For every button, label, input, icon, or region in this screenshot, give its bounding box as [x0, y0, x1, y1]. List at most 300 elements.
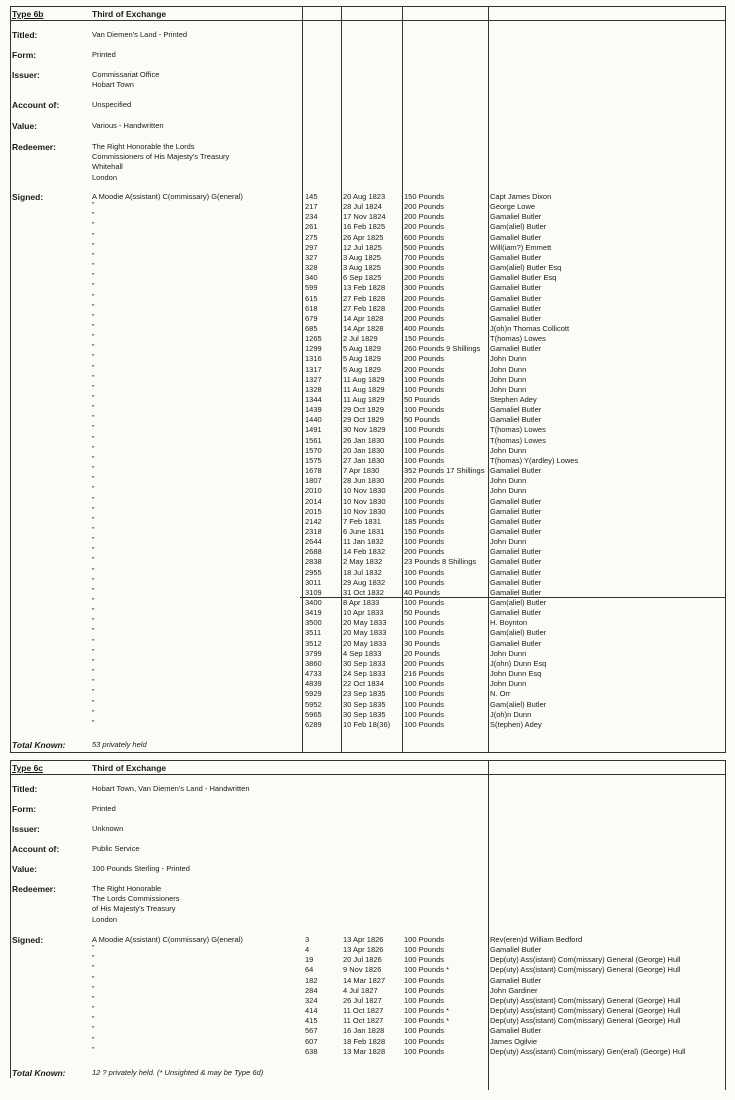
bill-amount: 30 Pounds: [404, 638, 440, 648]
payee-name: Gamaliel Butler: [490, 496, 542, 506]
bill-amount: 100 Pounds: [404, 709, 445, 719]
ditto-mark: ": [92, 567, 95, 575]
ditto-mark: ": [92, 425, 95, 433]
bill-date: 7 Apr 1830: [343, 466, 380, 476]
payee-name: John Dunn: [490, 384, 527, 394]
bill-amount: 100 Pounds: [404, 425, 445, 435]
bill-amount: 300 Pounds: [404, 263, 445, 273]
payee-name: Gamaliel Butler: [490, 506, 542, 516]
ditto-mark: ": [92, 344, 95, 352]
bill-amount: 100 Pounds: [404, 689, 445, 699]
bill-date: 20 May 1833: [343, 628, 387, 638]
bill-number: 19: [305, 955, 314, 965]
ditto-mark: ": [92, 242, 95, 250]
field-label: Account of:: [12, 100, 60, 110]
payee-name: Gamaliel Butler: [490, 608, 542, 618]
payee-name: Gamaliel Butler: [490, 303, 542, 313]
bill-date: 11 Jan 1832: [343, 537, 384, 547]
payee-name: Gamaliel Butler: [490, 975, 542, 985]
bill-date: 10 Nov 1830: [343, 486, 386, 496]
payee-name: John Dunn: [490, 364, 527, 374]
bill-date: 28 Jun 1830: [343, 476, 385, 486]
bill-date: 7 Feb 1831: [343, 516, 381, 526]
payee-name: Dep(uty) Ass(istant) Com(missary) Gen(eral) (George) Hull: [490, 1046, 686, 1056]
ditto-mark: ": [92, 273, 95, 281]
bill-number: 3400: [305, 598, 322, 607]
bill-number: 567: [305, 1026, 318, 1036]
bill-amount: 50 Pounds: [404, 608, 440, 618]
ditto-mark: ": [92, 965, 95, 973]
bill-number: 217: [305, 202, 318, 212]
bill-date: 20 May 1833: [343, 638, 387, 648]
bill-number: 234: [305, 212, 318, 222]
ditto-mark: ": [92, 445, 95, 453]
bill-number: 4733: [305, 669, 322, 679]
bill-number: 3512: [305, 638, 322, 648]
bill-amount: 100 Pounds: [404, 405, 445, 415]
bill-amount: 100 Pounds: [404, 577, 445, 587]
payee-name: Dep(uty) Ass(istant) Com(missary) General (George) Hull: [490, 965, 681, 975]
bill-number: 182: [305, 975, 318, 985]
bill-number: 607: [305, 1036, 318, 1046]
payee-name: T(homas) Lowes: [490, 425, 546, 435]
bill-amount: 400 Pounds: [404, 323, 445, 333]
bill-number: 1561: [305, 435, 322, 445]
bill-date: 29 Aug 1832: [343, 577, 386, 587]
field-label: Value:: [12, 864, 38, 874]
field-value: The Right Honorable The Lords Commissioners of His Majesty's Treasury London: [92, 884, 180, 924]
bill-number: 2010: [305, 486, 322, 496]
bill-number: 1440: [305, 415, 322, 425]
bill-amount: 200 Pounds: [404, 273, 445, 283]
ditto-mark: ": [92, 466, 95, 474]
ditto-mark: ": [92, 415, 95, 423]
bill-amount: 200 Pounds: [404, 476, 445, 486]
ditto-mark: ": [92, 395, 95, 402]
bill-number: 1439: [305, 405, 322, 415]
bill-number: 2318: [305, 526, 322, 536]
ditto-mark: ": [92, 679, 95, 687]
bill-amount: 100 Pounds: [404, 679, 445, 689]
payee-name: Gamaliel Butler: [490, 252, 542, 262]
bill-amount: 200 Pounds: [404, 293, 445, 303]
bill-date: 12 Jul 1825: [343, 242, 382, 252]
ditto-mark: ": [92, 709, 95, 717]
field-label: Value:: [12, 121, 38, 131]
field-value: 100 Pounds Sterling - Printed: [92, 864, 190, 873]
bill-date: 6 Sep 1825: [343, 273, 382, 283]
ditto-mark: ": [92, 202, 95, 210]
bill-number: 3511: [305, 628, 322, 638]
bill-number: 1570: [305, 445, 322, 455]
bill-date: 26 Jul 1827: [343, 995, 382, 1005]
ditto-mark: ": [92, 537, 95, 545]
bill-amount: 260 Pounds 9 Shillings: [404, 344, 481, 354]
payee-name: John Dunn: [490, 679, 527, 689]
bill-amount: 200 Pounds: [404, 212, 445, 222]
payee-name: John Dunn: [490, 445, 527, 455]
bill-number: 340: [305, 273, 318, 283]
payee-name: Gamaliel Butler: [490, 212, 542, 222]
payee-name: Gamaliel Butler: [490, 638, 542, 648]
payee-name: Gamaliel Butler: [490, 567, 542, 577]
bill-date: 11 Aug 1829: [343, 395, 385, 404]
bill-amount: 185 Pounds: [404, 516, 445, 526]
payee-name: Rev(eren)d William Bedford: [490, 935, 583, 944]
payee-name: John Dunn: [490, 476, 527, 486]
payee-name: Dep(uty) Ass(istant) Com(missary) General (George) Hull: [490, 1016, 681, 1026]
bill-number: 3109: [305, 587, 322, 597]
bill-amount: 600 Pounds: [404, 232, 445, 242]
bill-number: 638: [305, 1046, 318, 1056]
payee-name: Stephen Adey: [490, 395, 537, 404]
payee-name: Gamaliel Butler: [490, 577, 542, 587]
ditto-mark: ": [92, 557, 95, 565]
field-label: Form:: [12, 50, 37, 60]
bill-number: 3011: [305, 577, 322, 587]
field-value: Public Service: [92, 844, 140, 853]
field-value: Printed: [92, 804, 116, 813]
total-known-label: Total Known:: [12, 740, 66, 750]
bill-amount: 200 Pounds: [404, 354, 445, 364]
bill-amount: 100 Pounds: [404, 935, 445, 944]
ditto-mark: ": [92, 283, 95, 291]
bill-number: 1807: [305, 476, 322, 486]
bill-date: 5 Aug 1829: [343, 364, 381, 374]
signed-label: Signed:: [12, 935, 44, 945]
bill-date: 20 Aug 1823: [343, 192, 386, 201]
ditto-mark: ": [92, 476, 95, 484]
ditto-mark: ": [92, 995, 95, 1003]
bill-date: 29 Oct 1829: [343, 405, 384, 415]
payee-name: Gamaliel Butler: [490, 516, 542, 526]
bill-amount: 23 Pounds 8 Shillings: [404, 557, 477, 567]
payee-name: Gamaliel Butler: [490, 557, 542, 567]
bill-number: 284: [305, 985, 318, 995]
field-label: Redeemer:: [12, 142, 56, 152]
bill-date: 11 Oct 1827: [343, 1006, 384, 1016]
bill-amount: 150 Pounds: [404, 526, 445, 536]
ditto-mark: ": [92, 628, 95, 636]
bill-amount: 200 Pounds: [404, 313, 445, 323]
bill-number: 327: [305, 252, 318, 262]
bill-amount: 700 Pounds: [404, 252, 445, 262]
bill-number: 6289: [305, 719, 322, 729]
field-label: Form:: [12, 804, 37, 814]
bill-amount: 100 Pounds: [404, 719, 445, 729]
bill-date: 14 Apr 1828: [343, 323, 384, 333]
field-value: Van Diemen's Land - Printed: [92, 30, 188, 39]
ditto-mark: ": [92, 222, 95, 230]
field-label: Issuer:: [12, 70, 40, 80]
bill-amount: 100 Pounds: [404, 1026, 445, 1036]
ditto-mark: ": [92, 638, 95, 646]
payee-name: John Dunn: [490, 648, 527, 658]
signer-value: A Moodie A(ssistant) C(ommissary) G(eneral): [92, 192, 243, 201]
bill-number: 2838: [305, 557, 322, 567]
payee-name: Gamaliel Butler: [490, 587, 542, 597]
ditto-mark: ": [92, 212, 95, 220]
bill-amount: 100 Pounds: [404, 455, 445, 465]
ditto-mark: ": [92, 648, 95, 656]
payee-name: Gam(aliel) Butler: [490, 222, 547, 232]
bill-date: 2 May 1832: [343, 557, 383, 567]
ditto-mark: ": [92, 608, 95, 616]
bill-date: 27 Feb 1828: [343, 293, 386, 303]
bill-date: 10 Nov 1830: [343, 496, 386, 506]
bill-date: 29 Oct 1829: [343, 415, 384, 425]
payee-name: T(homas) Lowes: [490, 435, 546, 445]
bill-date: 22 Oct 1834: [343, 679, 384, 689]
bill-amount: 20 Pounds: [404, 648, 440, 658]
payee-name: John Dunn: [490, 486, 527, 496]
payee-name: Gamaliel Butler: [490, 313, 542, 323]
bill-date: 31 Oct 1832: [343, 587, 384, 597]
bill-number: 2014: [305, 496, 322, 506]
bill-amount: 100 Pounds: [404, 975, 445, 985]
payee-name: T(homas) Lowes: [490, 334, 546, 344]
payee-name: George Lowe: [490, 202, 536, 212]
bill-amount: 100 Pounds: [404, 628, 445, 638]
ditto-mark: ": [92, 506, 95, 514]
bill-amount: 100 Pounds: [404, 496, 445, 506]
bill-date: 13 Apr 1826: [343, 935, 384, 944]
bill-amount: 100 Pounds: [404, 995, 445, 1005]
bill-amount: 100 Pounds *: [404, 1016, 450, 1026]
bill-amount: 100 Pounds: [404, 567, 445, 577]
bill-amount: 200 Pounds: [404, 658, 445, 668]
ditto-mark: ": [92, 955, 95, 963]
bill-number: 679: [305, 313, 318, 323]
payee-name: H. Boynton: [490, 618, 528, 628]
bill-number: 415: [305, 1016, 318, 1026]
bill-number: 599: [305, 283, 318, 293]
bill-date: 8 Apr 1833: [343, 598, 380, 607]
bill-date: 18 Feb 1828: [343, 1036, 386, 1046]
bill-date: 10 Feb 18(36): [343, 719, 391, 729]
payee-name: Gam(aliel) Butler Esq: [490, 263, 562, 273]
bill-date: 30 Nov 1829: [343, 425, 386, 435]
bill-amount: 100 Pounds: [404, 598, 445, 607]
bill-number: 414: [305, 1006, 318, 1016]
field-label: Titled:: [12, 784, 38, 794]
bill-date: 26 Apr 1825: [343, 232, 384, 242]
ditto-mark: ": [92, 405, 95, 413]
bill-amount: 100 Pounds *: [404, 965, 450, 975]
ditto-mark: ": [92, 658, 95, 666]
bill-number: 3860: [305, 658, 322, 668]
field-label: Issuer:: [12, 824, 40, 834]
ditto-mark: ": [92, 699, 95, 707]
bill-amount: 100 Pounds *: [404, 1006, 450, 1016]
payee-name: Gam(aliel) Butler: [490, 598, 547, 607]
bill-date: 10 Nov 1830: [343, 506, 386, 516]
ditto-mark: ": [92, 577, 95, 585]
bill-number: 1491: [305, 425, 322, 435]
bill-date: 30 Sep 1835: [343, 709, 386, 719]
bill-date: 5 Aug 1829: [343, 344, 381, 354]
payee-name: T(homas) Y(ardley) Lowes: [490, 455, 579, 465]
bill-date: 16 Feb 1825: [343, 222, 386, 232]
bill-date: 20 May 1833: [343, 618, 387, 628]
bill-amount: 100 Pounds: [404, 618, 445, 628]
ditto-mark: ": [92, 364, 95, 372]
payee-name: Gamaliel Butler: [490, 415, 542, 425]
payee-name: Will(iam?) Emmett: [490, 242, 552, 252]
bill-amount: 100 Pounds: [404, 1046, 445, 1056]
bill-number: 615: [305, 293, 318, 303]
payee-name: Dep(uty) Ass(istant) Com(missary) General (George) Hull: [490, 995, 681, 1005]
payee-name: Gam(aliel) Butler: [490, 628, 547, 638]
ditto-mark: ": [92, 516, 95, 524]
bill-number: 64: [305, 965, 314, 975]
payee-name: Gamaliel Butler: [490, 945, 542, 955]
payee-name: John Dunn Esq: [490, 669, 542, 679]
section-heading: Third of Exchange: [92, 763, 167, 773]
bill-number: 1299: [305, 344, 322, 354]
field-value: Hobart Town, Van Diemen's Land - Handwritten: [92, 784, 250, 793]
total-known-label: Total Known:: [12, 1068, 66, 1078]
bill-amount: 100 Pounds: [404, 699, 445, 709]
ditto-mark: ": [92, 1016, 95, 1024]
ditto-mark: ": [92, 252, 95, 260]
bill-amount: 300 Pounds: [404, 283, 445, 293]
bill-date: 11 Aug 1829: [343, 384, 385, 394]
payee-name: S(tephen) Adey: [490, 719, 542, 729]
bill-number: 5965: [305, 709, 322, 719]
bill-number: 1328: [305, 384, 322, 394]
bill-date: 27 Jan 1830: [343, 455, 385, 465]
ditto-mark: ": [92, 547, 95, 555]
bill-amount: 100 Pounds: [404, 384, 445, 394]
ditto-mark: ": [92, 455, 95, 463]
bill-amount: 100 Pounds: [404, 1036, 445, 1046]
bill-number: 5929: [305, 689, 322, 699]
ditto-mark: ": [92, 435, 95, 443]
bill-amount: 100 Pounds: [404, 435, 445, 445]
payee-name: Capt James Dixon: [490, 192, 552, 201]
bill-amount: 352 Pounds 17 Shillings: [404, 466, 485, 476]
field-value: The Right Honorable the Lords Commissioners of His Majesty's Treasury Whitehall London: [92, 142, 230, 182]
payee-name: J(ohn) Dunn Esq: [490, 658, 547, 668]
bill-number: 3419: [305, 608, 322, 618]
bill-amount: 100 Pounds: [404, 537, 445, 547]
ditto-mark: ": [92, 313, 95, 321]
bill-date: 20 Jan 1830: [343, 445, 385, 455]
bill-amount: 100 Pounds: [404, 985, 445, 995]
bill-date: 11 Aug 1829: [343, 374, 385, 384]
bill-number: 275: [305, 232, 318, 242]
ditto-mark: ": [92, 1036, 95, 1044]
bill-amount: 50 Pounds: [404, 415, 440, 425]
ditto-mark: ": [92, 1046, 95, 1054]
field-label: Titled:: [12, 30, 38, 40]
payee-name: Gamaliel Butler Esq: [490, 273, 557, 283]
bill-date: 13 Mar 1828: [343, 1046, 386, 1056]
bill-date: 2 Jul 1829: [343, 334, 378, 344]
bill-amount: 150 Pounds: [404, 334, 445, 344]
bill-amount: 50 Pounds: [404, 395, 440, 404]
payee-name: John Gardiner: [490, 985, 538, 995]
payee-name: Dep(uty) Ass(istant) Com(missary) General (George) Hull: [490, 1006, 681, 1016]
field-value: Printed: [92, 50, 116, 59]
bill-amount: 200 Pounds: [404, 486, 445, 496]
field-value: Unspecified: [92, 100, 132, 109]
bill-amount: 100 Pounds: [404, 506, 445, 516]
ditto-mark: ": [92, 486, 95, 494]
payee-name: Gamaliel Butler: [490, 547, 542, 557]
bill-amount: 200 Pounds: [404, 222, 445, 232]
payee-name: Gamaliel Butler: [490, 526, 542, 536]
bill-amount: 100 Pounds: [404, 945, 445, 955]
bill-date: 30 Sep 1833: [343, 658, 386, 668]
bill-number: 3500: [305, 618, 322, 628]
payee-name: John Dunn: [490, 354, 527, 364]
payee-name: Gamaliel Butler: [490, 344, 542, 354]
ditto-mark: ": [92, 1006, 95, 1014]
bill-number: 2142: [305, 516, 322, 526]
bill-amount: 40 Pounds: [404, 587, 440, 597]
bill-number: 1575: [305, 455, 322, 465]
payee-name: Dep(uty) Ass(istant) Com(missary) General (George) Hull: [490, 955, 681, 965]
ditto-mark: ": [92, 526, 95, 534]
ditto-mark: ": [92, 263, 95, 271]
bill-number: 1678: [305, 466, 322, 476]
bill-date: 30 Sep 1835: [343, 699, 386, 709]
ditto-mark: ": [92, 384, 95, 392]
payee-name: Gamaliel Butler: [490, 293, 542, 303]
payee-name: John Dunn: [490, 374, 527, 384]
ditto-mark: ": [92, 618, 95, 626]
bill-date: 26 Jan 1830: [343, 435, 385, 445]
bill-date: 16 Jan 1828: [343, 1026, 385, 1036]
bill-amount: 100 Pounds: [404, 445, 445, 455]
bill-number: 328: [305, 263, 318, 273]
ditto-mark: ": [92, 303, 95, 311]
field-value: Commissariat Office Hobart Town: [92, 70, 160, 90]
bill-date: 3 Aug 1825: [343, 263, 381, 273]
total-known-value: 12 ? privately held. (* Unsighted & may be Type 6d): [92, 1068, 264, 1077]
bill-date: 5 Aug 1829: [343, 354, 381, 364]
bill-number: 1344: [305, 395, 322, 404]
ditto-mark: ": [92, 689, 95, 697]
bill-date: 4 Sep 1833: [343, 648, 382, 658]
bill-date: 24 Sep 1833: [343, 669, 386, 679]
type-label: Type 6c: [12, 763, 44, 773]
bill-number: 261: [305, 222, 318, 232]
bill-number: 1327: [305, 374, 322, 384]
section-heading: Third of Exchange: [92, 9, 167, 19]
bill-date: 9 Nov 1826: [343, 965, 382, 975]
bill-number: 324: [305, 995, 318, 1005]
bill-date: 23 Sep 1835: [343, 689, 386, 699]
ditto-mark: ": [92, 374, 95, 382]
bill-number: 1317: [305, 364, 322, 374]
bill-amount: 100 Pounds: [404, 374, 445, 384]
signer-value: A Moodie A(ssistant) C(ommissary) G(eneral): [92, 935, 243, 944]
bill-number: 3799: [305, 648, 322, 658]
ditto-mark: ": [92, 323, 95, 331]
payee-name: Gamaliel Butler: [490, 1026, 542, 1036]
bill-date: 18 Jul 1832: [343, 567, 382, 577]
total-known-value: 53 privately held: [92, 740, 147, 749]
ditto-mark: ": [92, 1026, 95, 1034]
bill-date: 14 Mar 1827: [343, 975, 386, 985]
bill-amount: 216 Pounds: [404, 669, 445, 679]
bill-date: 28 Jul 1824: [343, 202, 382, 212]
ditto-mark: ": [92, 496, 95, 504]
bill-number: 618: [305, 303, 318, 313]
